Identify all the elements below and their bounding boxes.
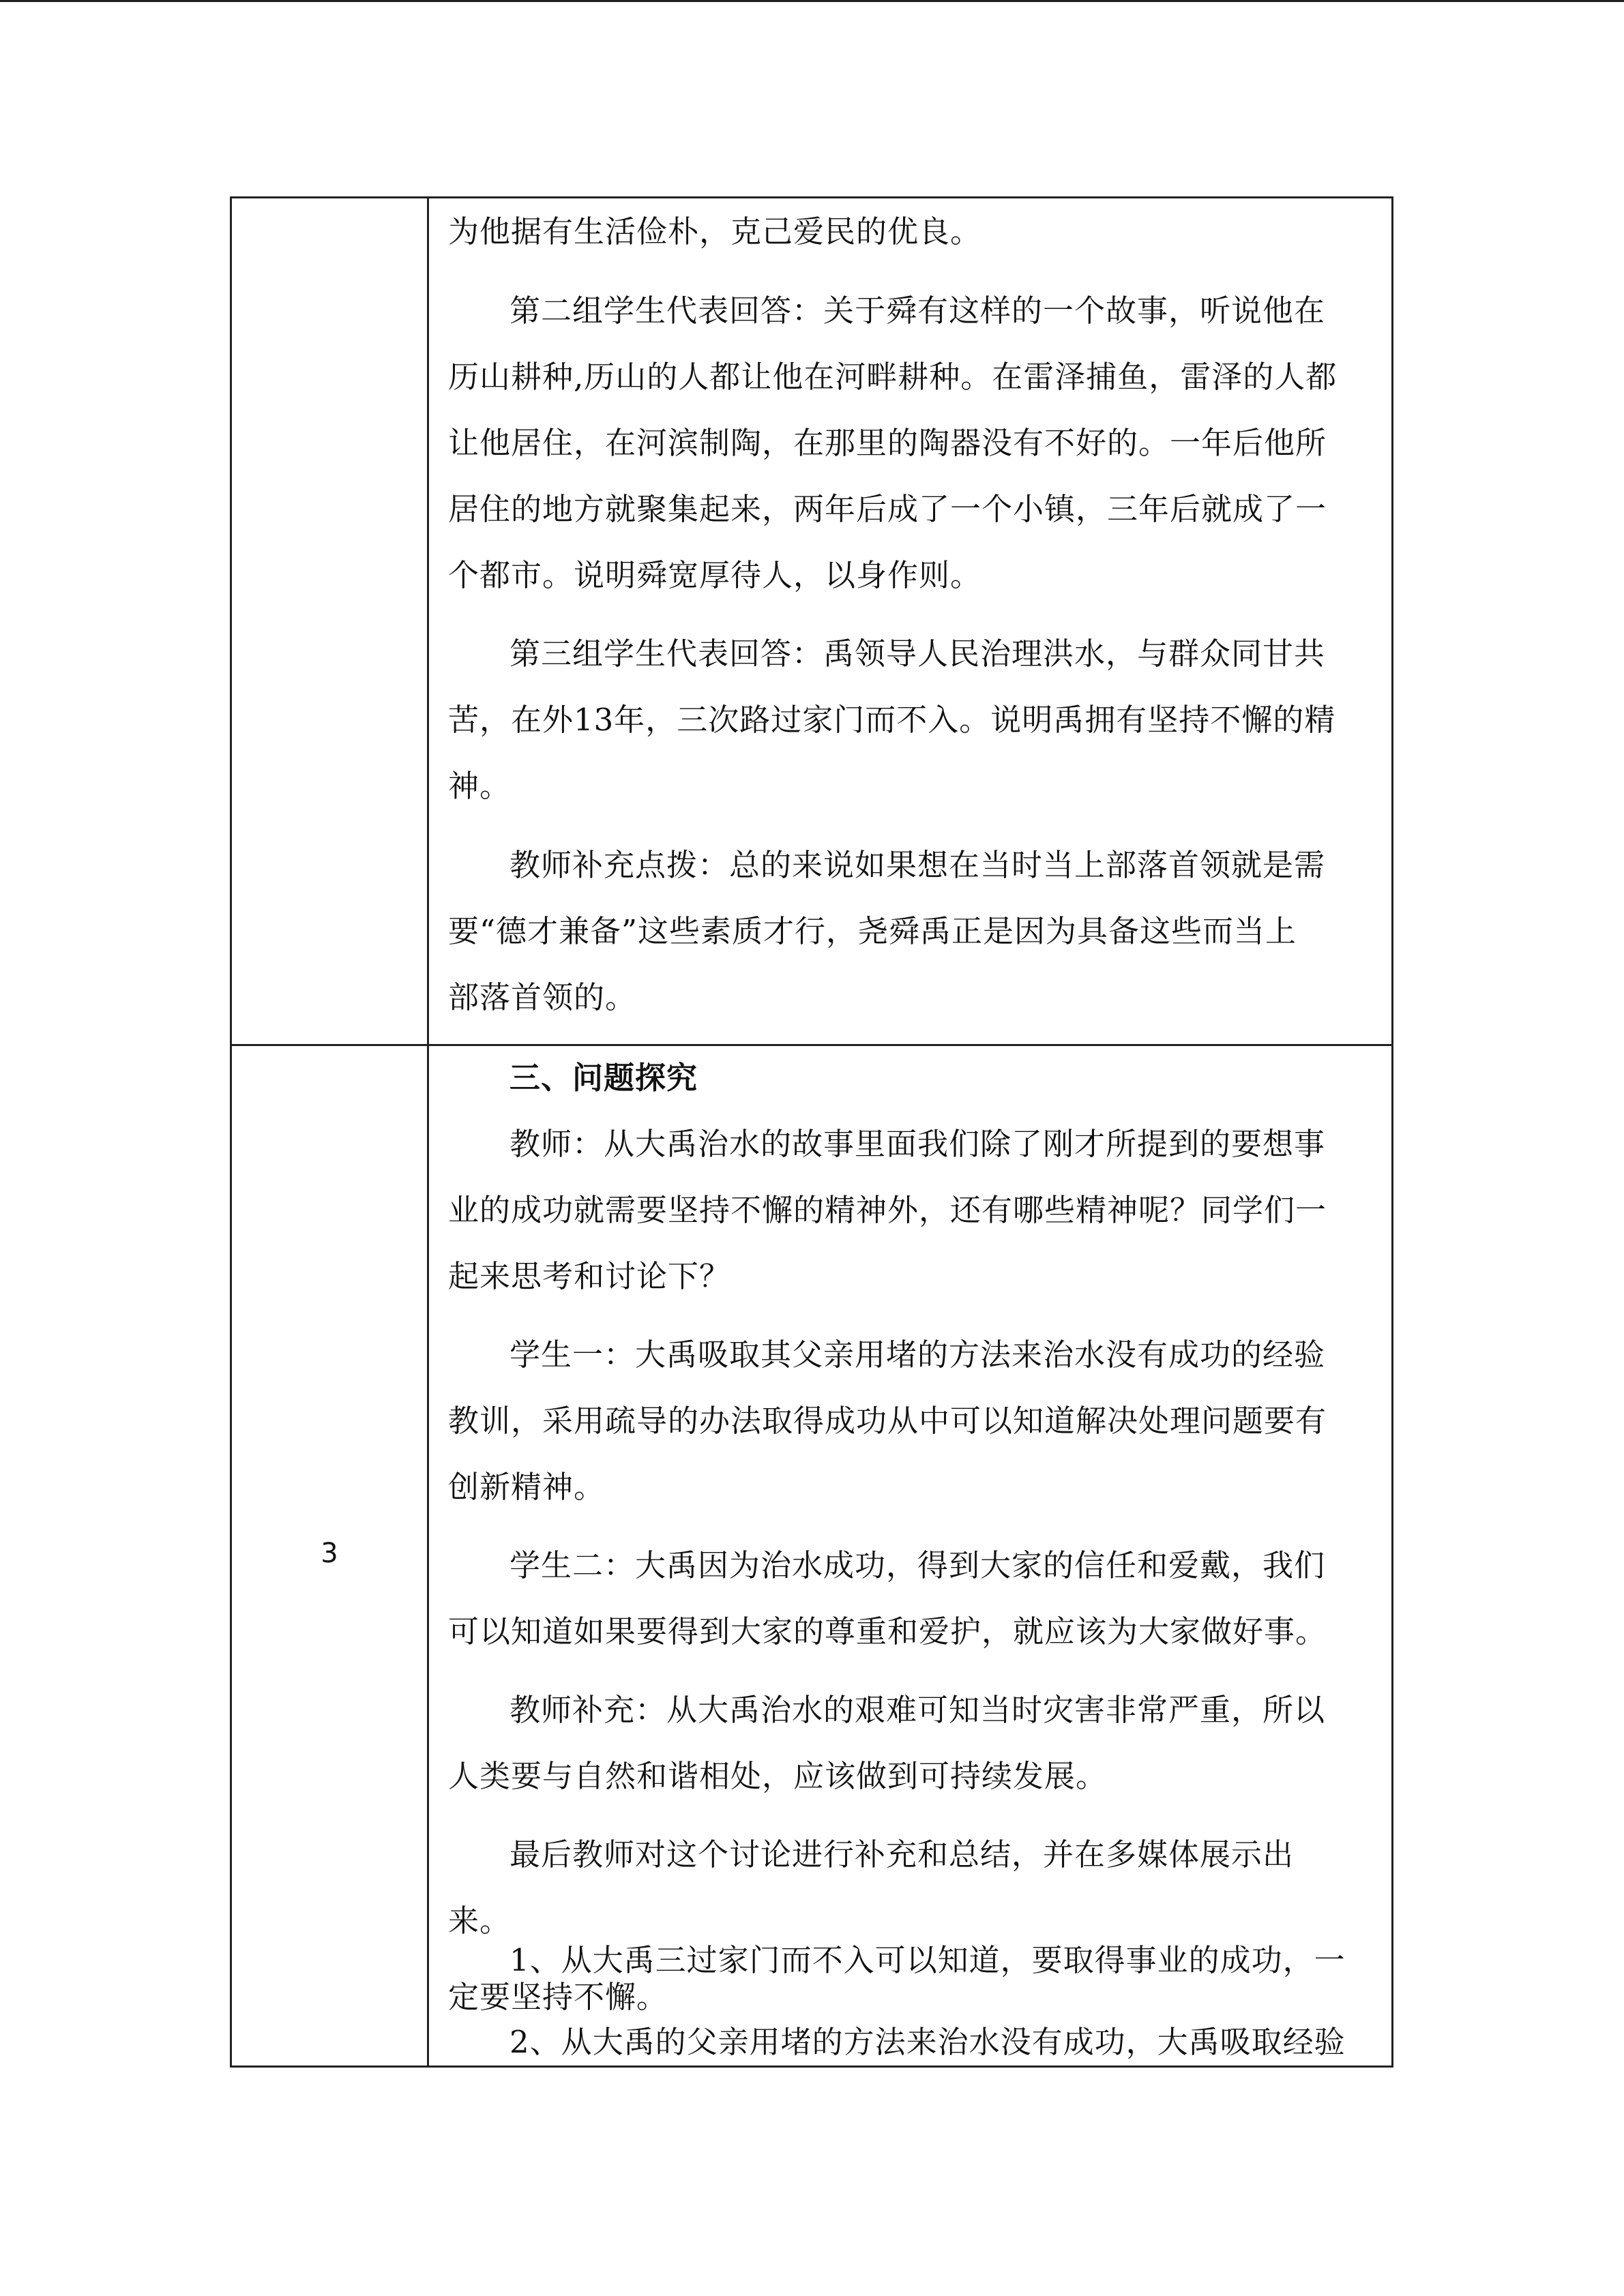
paragraph-line: 人类要与自然和谐相处，应该做到可持续发展。 xyxy=(448,1758,1108,1794)
page-top-rule xyxy=(0,0,1624,2)
paragraph-line: 历山耕种,历山的人都让他在河畔耕种。在雷泽捕鱼，雷泽的人都 xyxy=(448,359,1338,395)
paragraph-line: 2、从大禹的父亲用堵的方法来治水没有成功，大禹吸取经验 xyxy=(510,2024,1346,2060)
paragraph-line: 创新精神。 xyxy=(448,1469,606,1505)
paragraph-line: 学生一：大禹吸取其父亲用堵的方法来治水没有成功的经验 xyxy=(510,1337,1326,1373)
paragraph-line: 教师补充点拨：总的来说如果想在当时当上部落首领就是需 xyxy=(510,847,1326,883)
paragraph-line: 第三组学生代表回答：禹领导人民治理洪水，与群众同甘共 xyxy=(510,636,1326,672)
row-content-cell xyxy=(429,198,1391,1044)
paragraph-line: 可以知道如果要得到大家的尊重和爱护，就应该为大家做好事。 xyxy=(448,1613,1327,1650)
paragraph-line: 部落首领的。 xyxy=(448,979,637,1015)
paragraph-line: 业的成功就需要坚持不懈的精神外，还有哪些精神呢？同学们一 xyxy=(448,1192,1327,1228)
paragraph-line: 来。 xyxy=(448,1903,512,1939)
table-row xyxy=(230,196,1393,1046)
row-content-cell xyxy=(429,1046,1391,2066)
paragraph-line: 学生二：大禹因为治水成功，得到大家的信任和爱戴，我们 xyxy=(510,1547,1326,1583)
paragraph-line: 神。 xyxy=(448,768,512,804)
paragraph-line: 最后教师对这个讨论进行补充和总结，并在多媒体展示出 xyxy=(510,1836,1295,1873)
paragraph-line: 起来思考和讨论下？ xyxy=(448,1258,731,1294)
row-number-cell xyxy=(232,1046,429,2066)
paragraph-line: 为他据有生活俭朴，克己爱民的优良。 xyxy=(448,213,982,250)
paragraph-line: 1、从大禹三过家门而不入可以知道，要取得事业的成功，一 xyxy=(510,1942,1346,1978)
section-heading: 三、问题探究 xyxy=(510,1060,698,1096)
paragraph-line: 要“德才兼备”这些素质才行，尧舜禹正是因为具备这些而当上 xyxy=(448,913,1297,949)
table-row xyxy=(230,1044,1393,2068)
paragraph-line: 让他居住，在河滨制陶，在那里的陶器没有不好的。一年后他所 xyxy=(448,425,1327,461)
paragraph-line: 苦，在外13年，三次路过家门而不入。说明禹拥有坚持不懈的精 xyxy=(448,702,1336,738)
paragraph-line: 定要坚持不懈。 xyxy=(448,1979,668,2015)
paragraph-line: 个都市。说明舜宽厚待人，以身作则。 xyxy=(448,557,982,593)
row-number-cell xyxy=(232,198,429,1044)
paragraph-line: 第二组学生代表回答：关于舜有这样的一个故事，听说他在 xyxy=(510,293,1326,329)
paragraph-line: 教师补充：从大禹治水的艰难可知当时灾害非常严重，所以 xyxy=(510,1692,1326,1728)
row-number: 3 xyxy=(321,1538,338,1569)
paragraph-line: 居住的地方就聚集起来，两年后成了一个小镇，三年后就成了一 xyxy=(448,491,1327,527)
paragraph-line: 教训，采用疏导的办法取得成功从中可以知道解决处理问题要有 xyxy=(448,1403,1327,1439)
paragraph-line: 教师：从大禹治水的故事里面我们除了刚才所提到的要想事 xyxy=(510,1126,1326,1162)
